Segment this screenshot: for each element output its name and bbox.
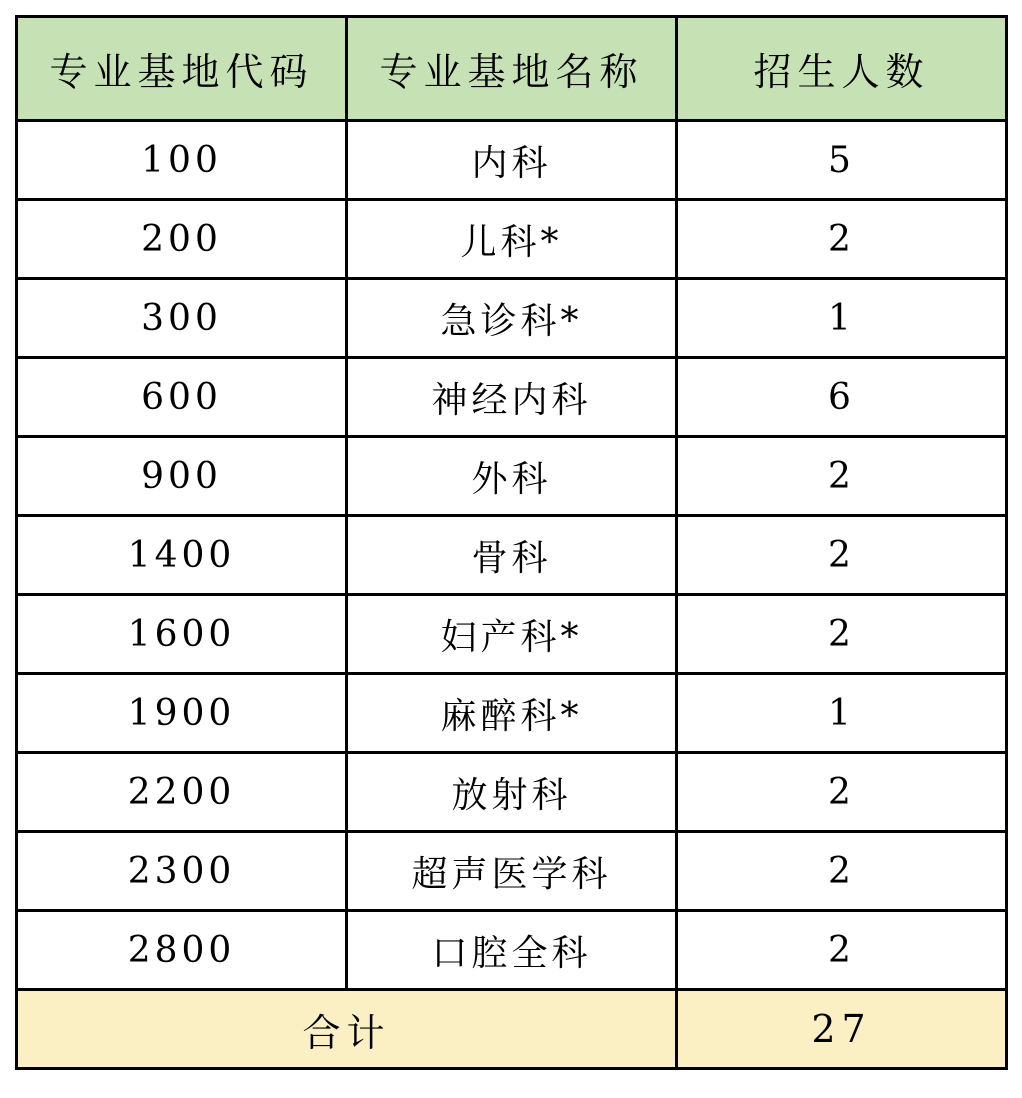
table-row [17,200,1007,279]
cell-code: 2800 [17,911,347,990]
cell-count: 2 [677,911,1007,990]
header-name: 专业基地名称 [347,17,677,121]
cell-name: 神经内科 [347,358,677,437]
cell-code: 100 [17,121,347,200]
footer-row [17,990,1007,1069]
cell-name: 超声医学科 [347,832,677,911]
table-row [17,911,1007,990]
table-row [17,595,1007,674]
cell-name: 麻醉科* [347,674,677,753]
table-body [17,121,1007,990]
cell-count: 2 [677,200,1007,279]
cell-count: 1 [677,674,1007,753]
cell-code: 900 [17,437,347,516]
cell-name: 儿科* [347,200,677,279]
table-row [17,674,1007,753]
cell-count: 2 [677,753,1007,832]
cell-code: 600 [17,358,347,437]
table-row [17,437,1007,516]
cell-count: 6 [677,358,1007,437]
cell-name: 骨科 [347,516,677,595]
table-row [17,516,1007,595]
cell-name: 妇产科* [347,595,677,674]
cell-count: 2 [677,437,1007,516]
cell-code: 2300 [17,832,347,911]
cell-count: 1 [677,279,1007,358]
table-footer [17,990,1007,1069]
cell-name: 口腔全科 [347,911,677,990]
cell-name: 放射科 [347,753,677,832]
cell-code: 2200 [17,753,347,832]
cell-code: 1900 [17,674,347,753]
cell-name: 外科 [347,437,677,516]
enrollment-table-container [15,15,1005,1070]
cell-code: 200 [17,200,347,279]
table-row [17,358,1007,437]
table-row [17,753,1007,832]
cell-count: 5 [677,121,1007,200]
cell-count: 2 [677,832,1007,911]
cell-name: 急诊科* [347,279,677,358]
table-row [17,279,1007,358]
enrollment-table [15,15,1008,1070]
cell-name: 内科 [347,121,677,200]
table-row [17,832,1007,911]
cell-count: 2 [677,516,1007,595]
header-count: 招生人数 [677,17,1007,121]
total-value: 27 [677,990,1007,1069]
cell-code: 1400 [17,516,347,595]
header-code: 专业基地代码 [17,17,347,121]
table-row [17,121,1007,200]
cell-count: 2 [677,595,1007,674]
cell-code: 1600 [17,595,347,674]
table-header [17,17,1007,121]
header-row [17,17,1007,121]
total-label: 合计 [17,990,677,1069]
cell-code: 300 [17,279,347,358]
